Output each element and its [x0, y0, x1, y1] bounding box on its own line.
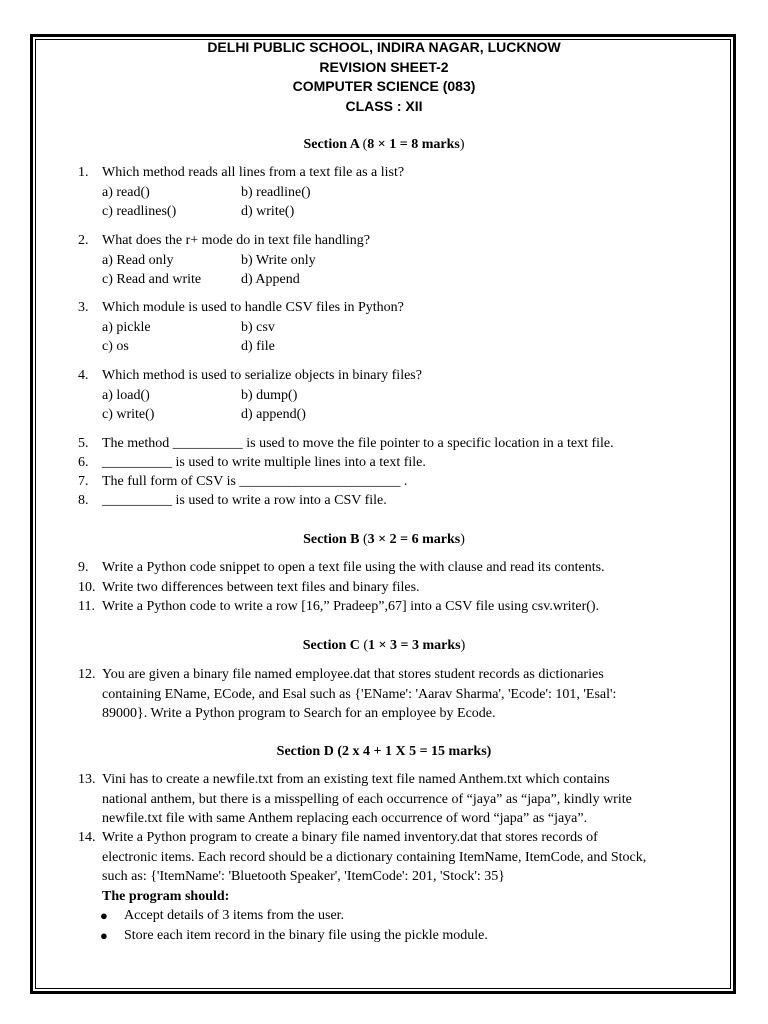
question-5 — [78, 434, 718, 454]
question-line-1: Vini has to create a newfile.txt from an existing text file named Anthem.txt which contains — [102, 772, 610, 787]
question-2 — [78, 231, 718, 290]
section-d-heading: Section D (2 x 4 + 1 X 5 = 15 marks) — [276, 744, 492, 759]
question-line-1: Write a Python program to create a binary file named inventory.dat that stores records of — [102, 830, 598, 845]
question-number: 10. — [78, 580, 96, 595]
bullet-icon: ● — [100, 927, 108, 943]
bullet-text: Accept details of 3 items from the user. — [124, 908, 345, 924]
options — [102, 251, 718, 290]
question-number: 4. — [78, 368, 89, 383]
question-text: __________ is used to write multiple lines into a text file. — [102, 455, 426, 470]
section-a-marks: 8 × 1 = 8 marks — [367, 137, 460, 152]
section-c-heading — [78, 636, 690, 655]
question-4 — [78, 366, 718, 425]
question-14 — [78, 828, 718, 946]
section-a-marks-wrap: (8 × 1 = 8 marks) — [362, 137, 465, 152]
section-a-heading — [78, 135, 690, 154]
question-text: What does the r+ mode do in text file handling? — [102, 233, 370, 248]
question-13 — [78, 770, 718, 829]
question-11 — [78, 597, 718, 617]
question-line-2: national anthem, but there is a misspelling of each occurrence of “jaya” as “japa”, kindly write — [102, 791, 632, 807]
option-b: b) Write only — [241, 252, 316, 268]
question-number: 6. — [78, 455, 89, 470]
question-text: The method __________ is used to move the file pointer to a specific location in a text file. — [102, 436, 614, 451]
bullet-item — [100, 906, 718, 926]
question-number: 2. — [78, 233, 89, 248]
question-10 — [78, 578, 718, 598]
question-text: Which module is used to handle CSV files in Python? — [102, 300, 404, 315]
options — [102, 183, 718, 222]
options — [102, 318, 718, 357]
question-number: 9. — [78, 560, 89, 575]
question-number: 5. — [78, 436, 89, 451]
school-name: DELHI PUBLIC SCHOOL, INDIRA NAGAR, LUCKNOW — [207, 39, 561, 55]
bullet-text: Store each item record in the binary file using the pickle module. — [124, 927, 488, 943]
section-c-marks-wrap: (1 × 3 = 3 marks) — [363, 638, 466, 653]
question-12 — [78, 665, 718, 724]
option-c: c) write() — [102, 407, 155, 423]
option-d: d) file — [241, 339, 275, 355]
question-number: 3. — [78, 300, 89, 315]
option-c: c) os — [102, 339, 129, 355]
question-text: Which method reads all lines from a text file as a list? — [102, 165, 405, 180]
question-8 — [78, 491, 718, 511]
question-9 — [78, 558, 718, 578]
question-line-3: 89000}. Write a Python program to Search for an employee by Ecode. — [102, 706, 496, 722]
option-a: a) read() — [102, 184, 150, 200]
question-text: Write a Python code to write a row [16,” Pradeep”,67] into a CSV file using csv.writer(). — [102, 599, 600, 614]
question-line-2: electronic items. Each record should be a dictionary containing ItemName, ItemCode, and Stock, — [102, 849, 647, 865]
question-1 — [78, 163, 718, 222]
question-6 — [78, 453, 718, 473]
document-header — [0, 38, 768, 116]
question-line-3: such as: {'ItemName': 'Bluetooth Speaker', 'ItemCode': 201, 'Stock': 35} — [102, 869, 505, 885]
options — [102, 386, 718, 425]
option-b: b) readline() — [241, 184, 311, 200]
question-number: 8. — [78, 493, 89, 508]
question-number: 11. — [78, 599, 95, 614]
option-d: d) Append — [241, 272, 300, 288]
option-a: a) pickle — [102, 319, 151, 335]
option-c: c) readlines() — [102, 204, 177, 220]
program-should-heading: The program should: — [102, 888, 230, 904]
question-text: Which method is used to serialize objects in binary files? — [102, 368, 422, 383]
question-number: 13. — [78, 772, 96, 787]
option-b: b) csv — [241, 319, 275, 335]
sheet-title: REVISION SHEET-2 — [319, 58, 449, 75]
question-number: 1. — [78, 165, 89, 180]
bullet-item — [100, 926, 718, 946]
section-c-marks: 1 × 3 = 3 marks — [368, 638, 461, 653]
question-3 — [78, 298, 718, 357]
bullet-icon: ● — [100, 908, 108, 924]
question-7 — [78, 472, 718, 492]
question-line-3: newfile.txt file with same Anthem replacing each occurrence of word “japa” as “jaya”. — [102, 811, 588, 827]
option-d: d) append() — [241, 407, 306, 423]
option-b: b) dump() — [241, 387, 298, 403]
question-text: The full form of CSV is _______________________ . — [102, 474, 408, 489]
section-b-title: Section B — [303, 532, 360, 547]
option-c: c) Read and write — [102, 272, 202, 288]
option-a: a) load() — [102, 387, 150, 403]
section-c-title: Section C — [302, 638, 360, 653]
question-number: 7. — [78, 474, 89, 489]
option-d: d) write() — [241, 204, 295, 220]
section-b-marks: 3 × 2 = 6 marks — [367, 532, 461, 547]
section-b-heading — [78, 530, 690, 549]
question-text: Write two differences between text files and binary files. — [102, 580, 420, 595]
question-text: __________ is used to write a row into a CSV file. — [102, 493, 387, 508]
option-a: a) Read only — [102, 252, 174, 268]
question-number: 12. — [78, 667, 96, 682]
question-number: 14. — [78, 830, 96, 845]
class-title: CLASS : XII — [345, 97, 423, 114]
subject-title: COMPUTER SCIENCE (083) — [292, 78, 476, 94]
question-text: Write a Python code snippet to open a text file using the with clause and read its contents. — [102, 560, 605, 575]
section-a-title: Section A — [303, 137, 360, 152]
question-line-2: containing EName, ECode, and Esal such as {'EName': 'Aarav Sharma', 'Ecode': 101, 'Esal': — [102, 686, 617, 702]
question-line-1: You are given a binary file named employee.dat that stores student records as dictionaries — [102, 667, 604, 682]
section-b-marks-wrap: (3 × 2 = 6 marks) — [362, 532, 465, 547]
